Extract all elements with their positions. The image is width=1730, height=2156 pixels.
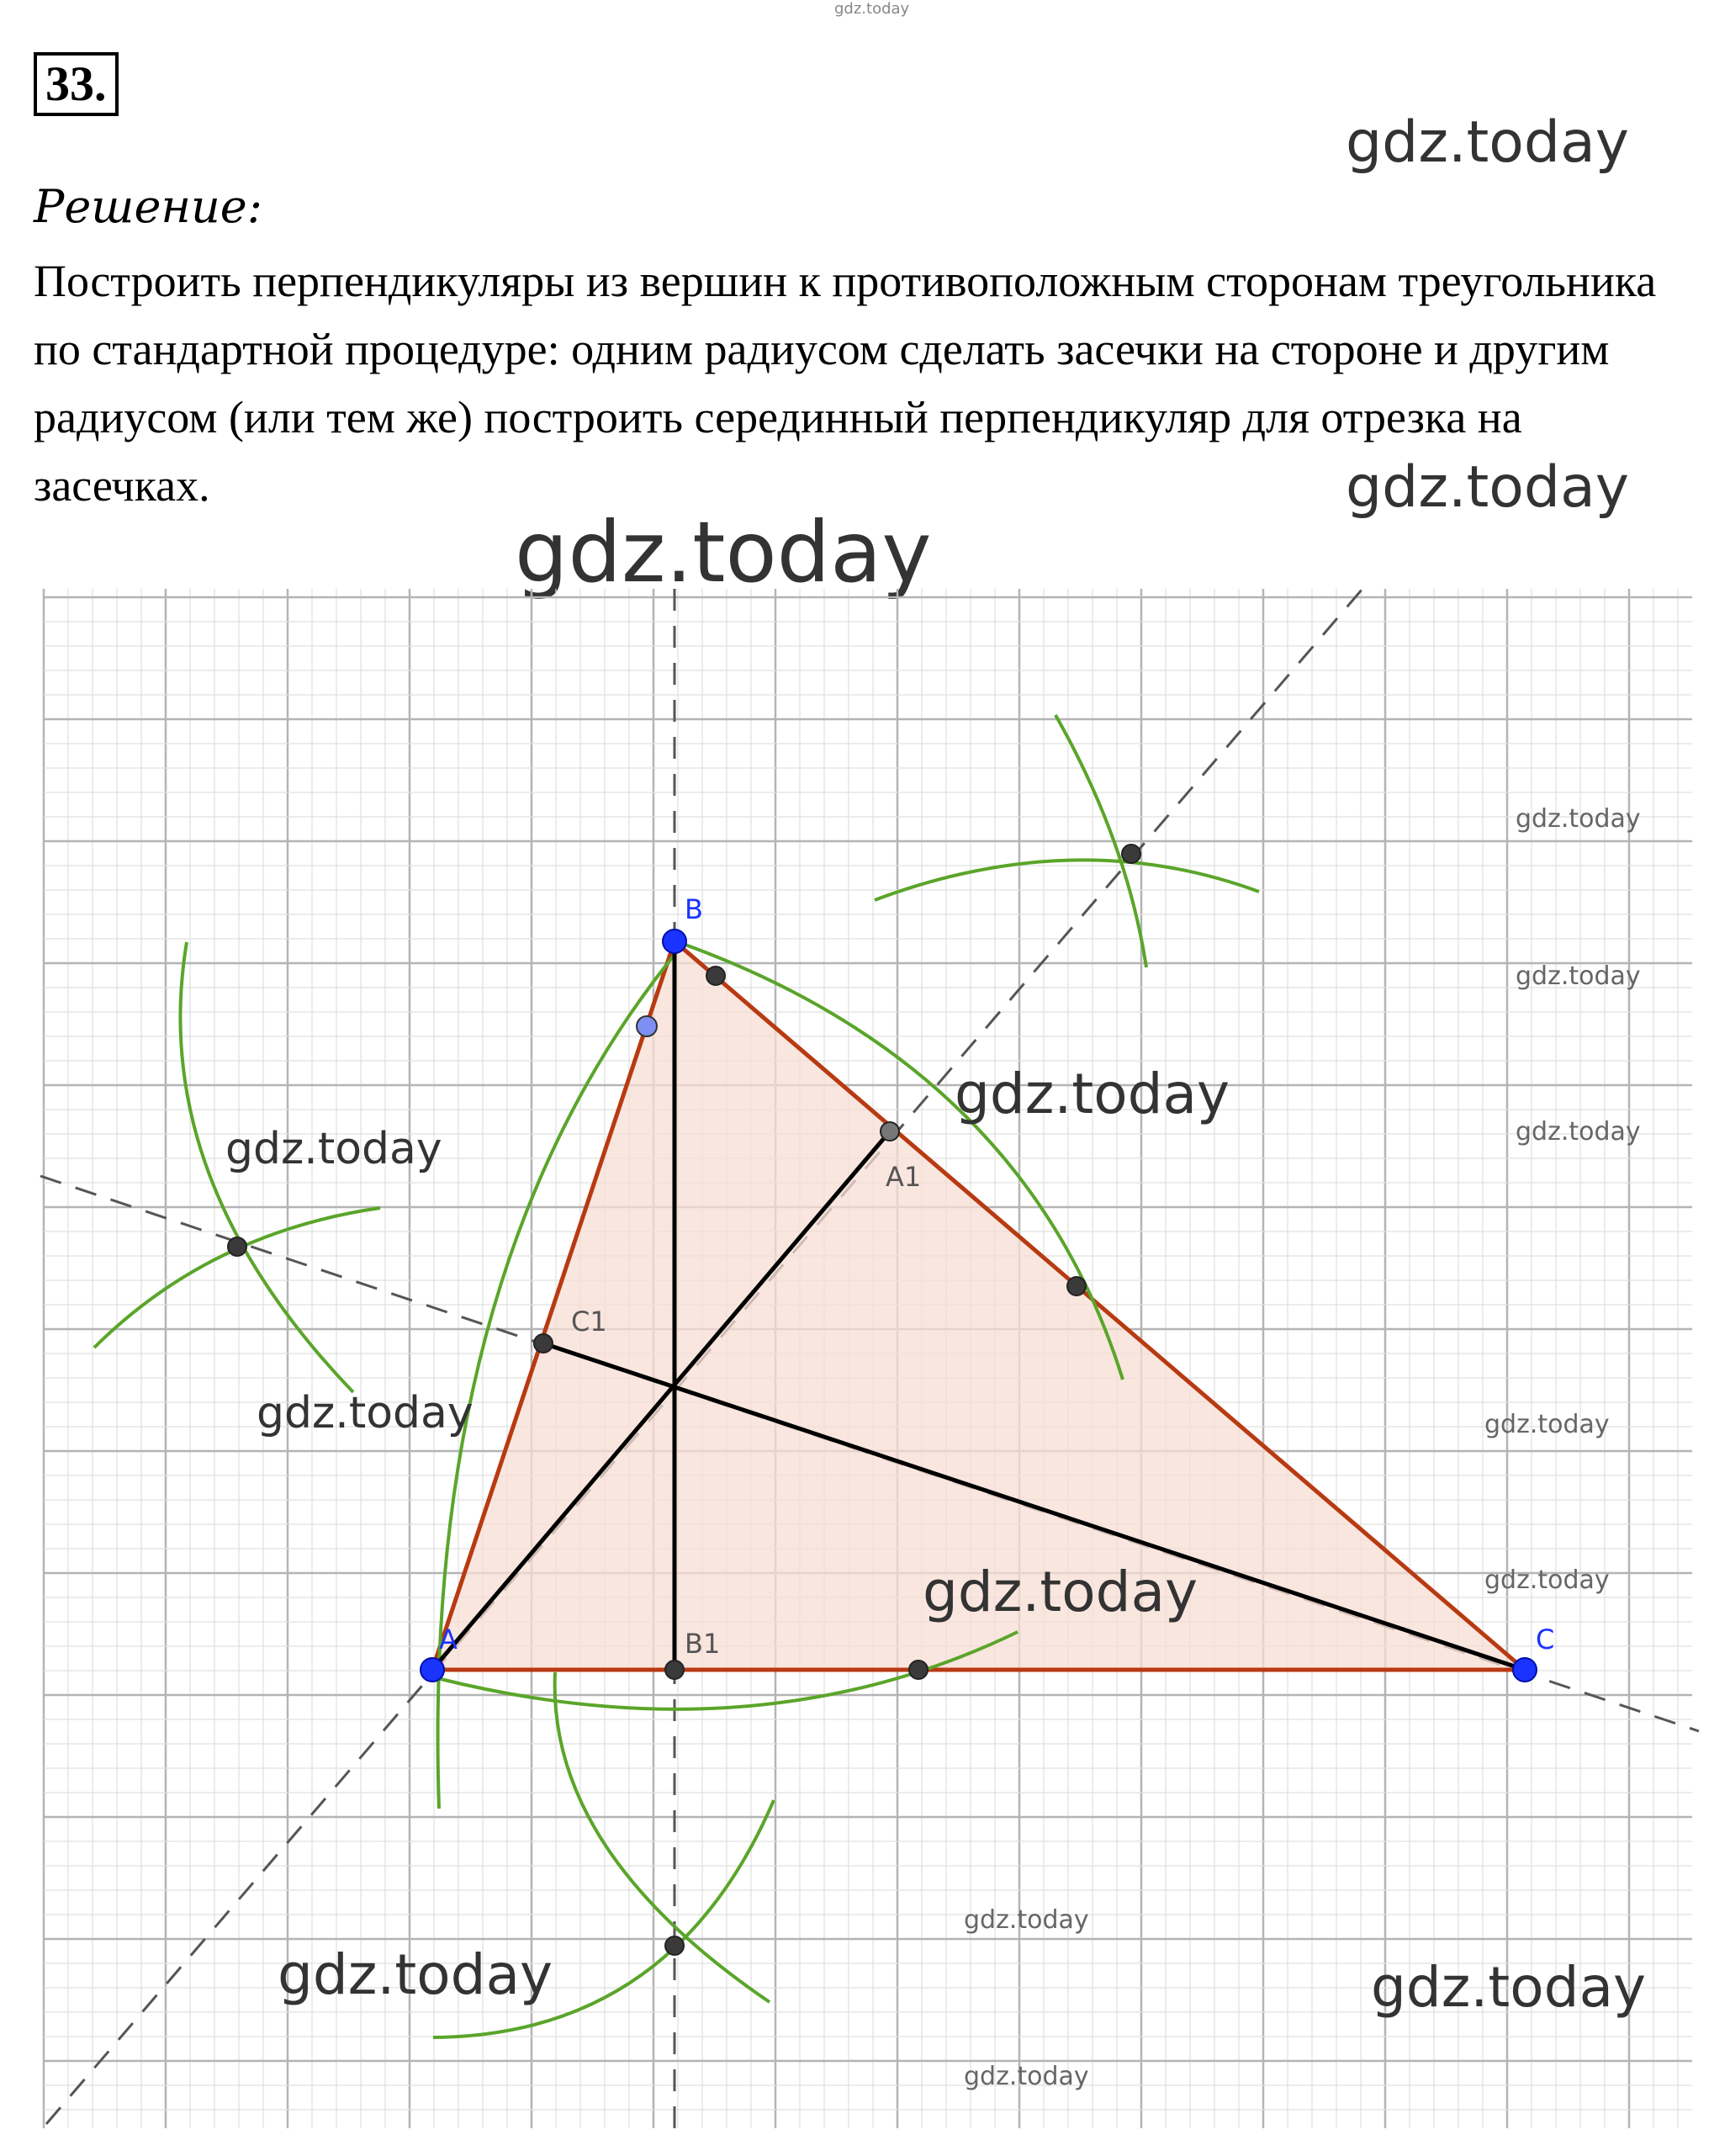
label-a: A: [439, 1624, 458, 1655]
problem-number: 33.: [34, 52, 119, 116]
aux-point-bc-2: [1067, 1277, 1086, 1295]
watermark: gdz.today: [1346, 454, 1629, 521]
vertex-a: [421, 1658, 444, 1682]
watermark-top: gdz.today: [834, 0, 910, 18]
point-a1: [881, 1122, 899, 1141]
label-b1: B1: [685, 1628, 721, 1660]
watermark-small: gdz.today: [1516, 1117, 1641, 1147]
arc-intersection-left: [228, 1237, 246, 1256]
label-c: C: [1536, 1624, 1555, 1655]
point-c1: [534, 1334, 553, 1353]
arc-intersection-top-right: [1122, 845, 1140, 863]
watermark: gdz.today: [1371, 1955, 1647, 2020]
watermark: gdz.today: [923, 1560, 1198, 1624]
watermark-small: gdz.today: [1484, 1410, 1610, 1439]
aux-point-bc-1: [706, 967, 725, 985]
watermark-small: gdz.today: [1484, 1565, 1610, 1595]
solution-text: Построить перпендикуляры из вершин к противоположным сторонам треугольника по стандартной процедуре: одним радиусом сделать засечки на стороне и другим радиусом (или тем же) построить серединный перпендикуляр для отрезка на засечках.: [34, 256, 1657, 511]
vertex-c: [1513, 1658, 1537, 1682]
aux-point-ab: [637, 1016, 657, 1036]
label-b: B: [685, 893, 703, 925]
point-b1: [665, 1661, 684, 1679]
watermark-small: gdz.today: [1516, 804, 1641, 834]
arc-left-2: [94, 1208, 380, 1348]
solution-label: Решение:: [34, 180, 262, 233]
watermark: gdz.today: [955, 1062, 1230, 1126]
watermark: gdz.today: [1346, 109, 1629, 176]
watermark: gdz.today: [225, 1124, 442, 1174]
watermark-small: gdz.today: [1516, 961, 1641, 991]
watermark-small: gdz.today: [964, 1905, 1089, 1935]
watermark: gdz.today: [515, 503, 932, 601]
arc-intersection-bottom: [665, 1936, 684, 1955]
watermark-small: gdz.today: [964, 2062, 1089, 2091]
watermark: gdz.today: [278, 1942, 553, 2007]
arc-bottom-1: [555, 1672, 770, 2002]
label-c1: C1: [571, 1306, 607, 1338]
aux-point-ac: [909, 1661, 928, 1679]
watermark: gdz.today: [257, 1388, 474, 1438]
label-a1: A1: [886, 1161, 922, 1193]
vertex-b: [663, 930, 686, 953]
